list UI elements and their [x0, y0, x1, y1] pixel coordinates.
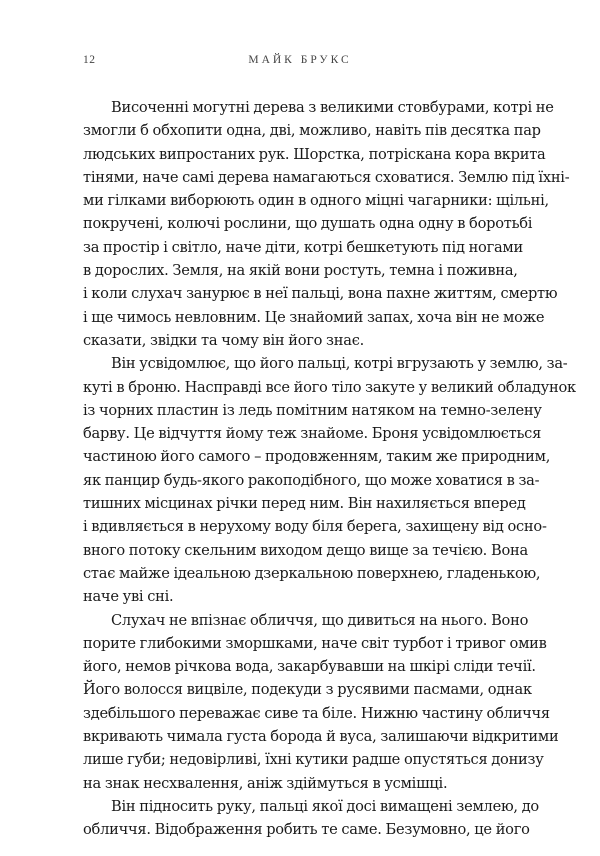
text-line: стає майже ідеальною дзеркальною поверхнею, гладенькою, — [83, 564, 541, 582]
text-line: покручені, колючі рослини, що душать одна одну в боротьбі — [83, 215, 533, 233]
text-line: здебільшого переважає сиве та біле. Нижню частину обличчя — [83, 704, 550, 722]
text-line: як панцир будь-якого ракоподібного, що може ховатися в за- — [83, 471, 540, 489]
text-line: змогли б обхопити одна, дві, можливо, навіть пів десятка пар — [83, 122, 541, 140]
text-line: із чорних пластин із ледь помітним натяком на темно-зелену — [83, 401, 542, 419]
paragraph — [83, 795, 539, 842]
body-text — [83, 96, 576, 842]
text-line: в дорослих. Земля, на якій вони ростуть, темна і поживна, — [83, 262, 518, 280]
running-head — [83, 54, 517, 70]
text-line: лише губи; недовірливі, їхні кутики радше опустяться донизу — [83, 751, 544, 769]
text-line: Він підносить руку, пальці якої досі вимащені землею, до — [111, 797, 539, 815]
text-line: і вдивляється в нерухому воду біля берега, захищену від осно- — [83, 518, 547, 536]
text-line: вкривають чимала густа борода й вуса, залишаючи відкритими — [83, 728, 559, 746]
text-line: вного потоку скельним виходом дещо вище за течією. Вона — [83, 541, 528, 559]
page-number: 12 — [83, 54, 96, 66]
text-line: і коли слухач занурює в неї пальці, вона пахне життям, смертю — [83, 285, 558, 303]
text-line: Його волосся вицвіле, подекуди з русявими пасмами, однак — [83, 681, 532, 699]
text-line: Він усвідомлює, що його пальці, котрі вгрузають у землю, за- — [111, 355, 568, 373]
text-line: сказати, звідки та чому він його знає. — [83, 331, 365, 349]
text-line: порите глибокими зморшками, наче світ турбот і тривог омив — [83, 634, 547, 652]
text-line: за простір і світло, наче діти, котрі бешкетують під ногами — [83, 238, 524, 256]
book-author: МАЙК БРУКС — [248, 54, 352, 66]
text-line: Височенні могутні дерева з великими стовбурами, котрі не — [111, 99, 554, 116]
paragraph — [83, 609, 559, 795]
text-line: частиною його самого – продовженням, таким же природним, — [83, 448, 551, 466]
text-line: обличчя. Відображення робить те саме. Безумовно, це його — [83, 821, 530, 839]
text-line: і ще чимось невловним. Це знайомий запах, хоча він не може — [83, 308, 545, 326]
text-line: на знак несхвалення, аніж здіймуться в усмішці. — [83, 774, 448, 792]
text-line: ми гілками виборюють один в одного міцні чагарники: щільні, — [83, 192, 549, 210]
text-line: наче уві сні. — [83, 588, 174, 606]
text-line: Слухач не впізнає обличчя, що дивиться на нього. Воно — [111, 611, 529, 629]
text-line: куті в броню. Насправді все його тіло закуте у великий обладунок — [83, 378, 576, 396]
text-line: тінями, наче самі дерева намагаються сховатися. Землю під їхні- — [83, 168, 570, 186]
text-line: тишних місцинах річки перед ним. Він нахиляється вперед — [83, 495, 526, 513]
text-line: людських випростаних рук. Шорстка, потріскана кора вкрита — [83, 145, 546, 163]
text-line: його, немов річкова вода, закарбувавши на шкірі сліди течії. — [83, 658, 536, 676]
paragraph — [83, 96, 570, 352]
text-line: барву. Це відчуття йому теж знайоме. Броня усвідомлюється — [83, 425, 542, 443]
paragraph — [83, 352, 576, 608]
